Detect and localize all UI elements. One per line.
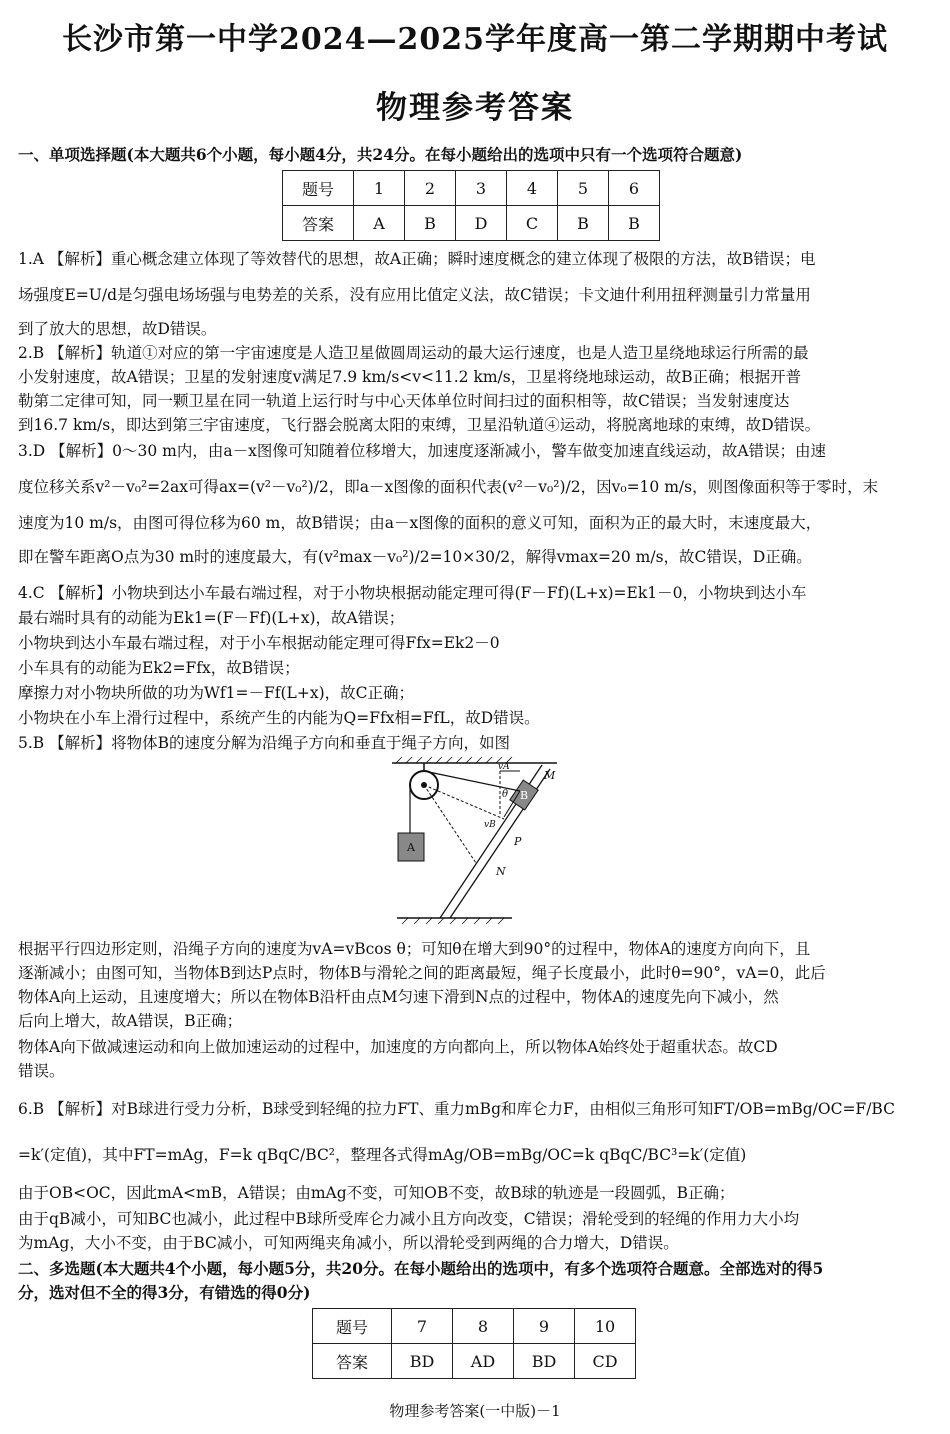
table-cell: 2 [405, 171, 456, 206]
text-line: 6.B 【解析】对B球进行受力分析，B球受到轻绳的拉力FT、重力mBg和库仑力F，由相似三角形可知FT/OB=mBg/OC=F/BC [18, 1100, 895, 1118]
table-cell: C [507, 206, 558, 241]
text-line: 逐渐减小；由图可知，当物体B到达P点时，物体B与滑轮之间的距离最短，绳子长度最小，此时θ=90°，vA=0，此后 [18, 964, 826, 982]
table-cell: 题号 [313, 1309, 392, 1344]
page-subtitle: 物理参考答案 [376, 90, 574, 126]
text-line: 1.A 【解析】重心概念建立体现了等效替代的思想，故A正确；瞬时速度概念的建立体现了极限的方法，故B错误；电 [18, 250, 816, 268]
text-line: 到16.7 km/s，即达到第三宇宙速度，飞行器会脱离太阳的束缚，卫星沿轨道④运动，将脱离地球的束缚，故D错误。 [18, 416, 821, 434]
table-cell: B [405, 206, 456, 241]
table-cell: 8 [453, 1309, 514, 1344]
table-cell: 答案 [313, 1344, 392, 1379]
table-cell: A [354, 206, 405, 241]
svg-text:θ: θ [502, 789, 509, 800]
svg-text:P: P [514, 835, 522, 848]
table-cell: 7 [392, 1309, 453, 1344]
text-line: 4.C 【解析】小物块到达小车最右端过程，对于小物块根据动能定理可得(F－Ff)(L+x)=Ek1－0，小物块到达小车 [18, 584, 807, 602]
table-row [313, 1344, 636, 1379]
table-row [283, 171, 660, 206]
pulley-diagram [392, 755, 562, 925]
text-line: 勒第二定律可知，同一颗卫星在同一轨道上运行时与中心天体单位时间扫过的面积相等，故C错误；当发射速度达 [18, 392, 790, 410]
text-line: 小车具有的动能为Ek2=Ffx，故B错误； [18, 659, 300, 677]
text-line: 物体A向上运动，且速度增大；所以在物体B沿杆由点M匀速下滑到N点的过程中，物体A的速度先向下减小，然 [18, 988, 779, 1006]
answer-table-1 [282, 170, 660, 241]
svg-text:B: B [519, 789, 529, 802]
table-cell: B [558, 206, 609, 241]
table-cell: 答案 [283, 206, 354, 241]
table-row [313, 1309, 636, 1344]
text-line: 物体A向下做减速运动和向上做加速运动的过程中，加速度的方向都向上，所以物体A始终处于超重状态。故CD [18, 1038, 778, 1056]
page-footer: 物理参考答案(一中版)－1 [389, 1402, 561, 1420]
section-1-heading: 一、单项选择题(本大题共6个小题，每小题4分，共24分。在每小题给出的选项中只有一个选项符合题意) [18, 145, 743, 164]
svg-text:vA: vA [498, 762, 510, 772]
table-row [283, 206, 660, 241]
text-line: 速度为10 m/s，由图可得位移为60 m，故B错误；由a－x图像的面积的意义可知，面积为正的最大时，末速度最大， [18, 514, 822, 532]
svg-text:N: N [496, 865, 506, 878]
text-line: 场强度E=U/d是匀强电场场强与电势差的关系，没有应用比值定义法，故C错误；卡文迪什利用扭秤测量引力常量用 [18, 286, 811, 304]
text-line: 即在警车距离O点为30 m时的速度最大，有(v²max－v₀²)/2=10×30/2，解得vmax=20 m/s，故C错误，D正确。 [18, 548, 812, 566]
text-line: 错误。 [18, 1062, 65, 1080]
text-line: 由于OB<OC，因此mA<mB，A错误；由mAg不变，可知OB不变，故B球的轨迹是一段圆弧，B正确； [18, 1184, 735, 1202]
table-cell: AD [453, 1344, 514, 1379]
svg-text:M: M [544, 769, 556, 782]
text-line: 3.D 【解析】0～30 m内，由a－x图像可知随着位移增大，加速度逐渐减小，警车做变加速直线运动，故A错误；由速 [18, 442, 827, 460]
table-cell: BD [392, 1344, 453, 1379]
text-line: 为mAg，大小不变，由于BC减小，可知两绳夹角减小，所以滑轮受到两绳的合力增大，D错误。 [18, 1234, 679, 1252]
text-line: 小物块在小车上滑行过程中，系统产生的内能为Q=Ffx相=FfL，故D错误。 [18, 709, 540, 727]
text-line: 最右端时具有的动能为Ek1=(F－Ff)(L+x)，故A错误； [18, 609, 405, 627]
table-cell: BD [514, 1344, 575, 1379]
table-cell: 10 [575, 1309, 636, 1344]
text-line: 5.B 【解析】将物体B的速度分解为沿绳子方向和垂直于绳子方向，如图 [18, 734, 510, 752]
table-cell: 9 [514, 1309, 575, 1344]
section-2-heading-cont: 分，选对但不全的得3分，有错选的得0分) [18, 1283, 311, 1302]
answer-table-2 [312, 1308, 636, 1379]
text-line: 2.B 【解析】轨道①对应的第一宇宙速度是人造卫星做圆周运动的最大运行速度，也是人造卫星绕地球运行所需的最 [18, 344, 809, 362]
svg-text:vB: vB [484, 820, 496, 830]
text-line: =k′(定值)，其中FT=mAg，F=k qBqC/BC²，整理各式得mAg/OB=mBg/OC=k qBqC/BC³=k′(定值) [18, 1146, 747, 1164]
table-cell: 3 [456, 171, 507, 206]
text-line: 摩擦力对小物块所做的功为Wf1=－Ff(L+x)，故C正确； [18, 684, 414, 702]
section-2-heading: 二、多选题(本大题共4个小题，每小题5分，共20分。在每小题给出的选项中，有多个选项符合题意。全部选对的得5 [18, 1259, 824, 1278]
table-cell: D [456, 206, 507, 241]
text-line: 后向上增大，故A错误，B正确； [18, 1012, 243, 1030]
svg-text:A: A [407, 841, 415, 854]
text-line: 小发射速度，故A错误；卫星的发射速度v满足7.9 km/s<v<11.2 km/s，卫星将绕地球运动，故B正确；根据开普 [18, 368, 802, 386]
table-cell: 5 [558, 171, 609, 206]
text-line: 由于qB减小，可知BC也减小，此过程中B球所受库仑力减小且方向改变，C错误；滑轮受到的轻绳的作用力大小均 [18, 1210, 800, 1228]
page-title: 长沙市第一中学2024—2025学年度高一第二学期期中考试 [62, 22, 888, 57]
text-line: 小物块到达小车最右端过程，对于小车根据动能定理可得Ffx=Ek2－0 [18, 634, 500, 652]
table-cell: CD [575, 1344, 636, 1379]
text-line: 根据平行四边形定则，沿绳子方向的速度为vA=vBcos θ；可知θ在增大到90°的过程中，物体A的速度方向向下，且 [18, 940, 811, 958]
table-cell: B [609, 206, 660, 241]
table-cell: 4 [507, 171, 558, 206]
table-cell: 题号 [283, 171, 354, 206]
table-cell: 6 [609, 171, 660, 206]
table-cell: 1 [354, 171, 405, 206]
text-line: 度位移关系v²－v₀²=2ax可得ax=(v²－v₀²)/2，即a－x图像的面积代表(v²－v₀²)/2，因v₀=10 m/s，则图像面积等于零时，末 [18, 478, 879, 496]
text-line: 到了放大的思想，故D错误。 [18, 320, 217, 338]
